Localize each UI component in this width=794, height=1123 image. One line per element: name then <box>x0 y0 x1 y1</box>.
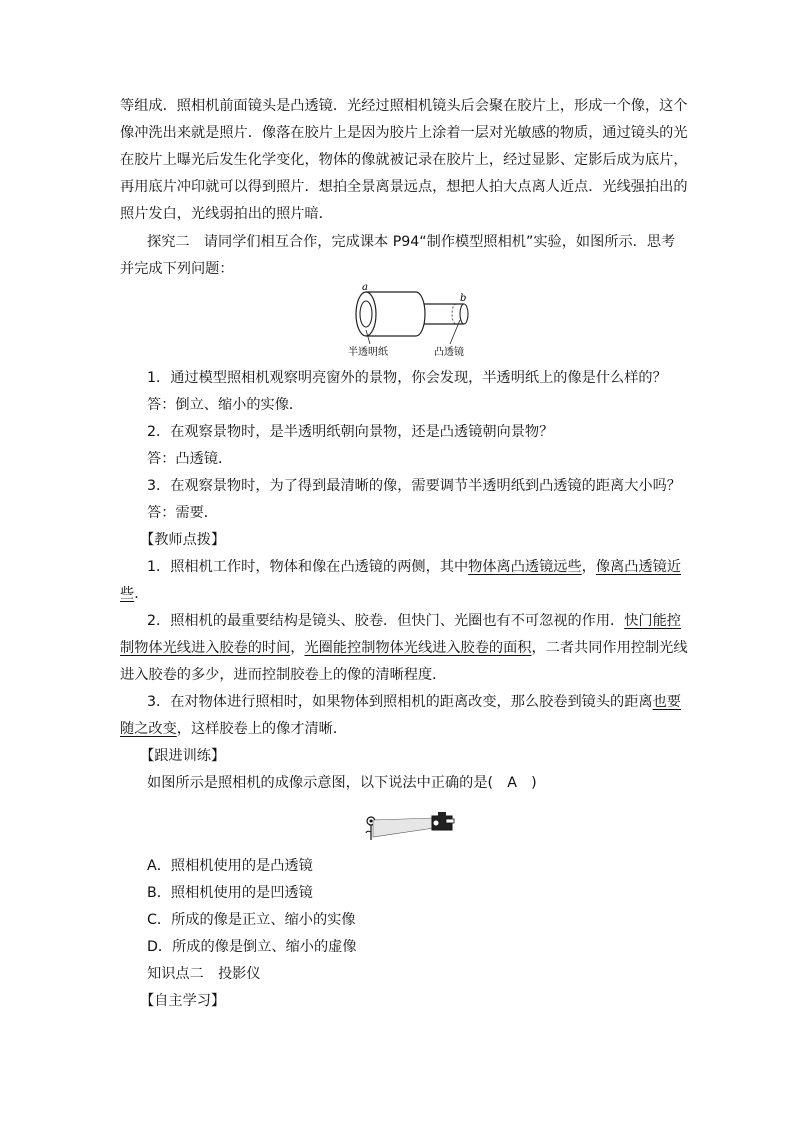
training-question: 如图所示是照相机的成像示意图，以下说法中正确的是( A ) <box>147 775 537 791</box>
question-2: 2．在观察景物时，是半透明纸朝向景物，还是凸透镜朝向景物？ <box>147 424 554 440</box>
label-a: a <box>362 282 368 293</box>
intro-line: 在胶片上曝光后发生化学变化，物体的像就被记录在胶片上，经过显影、定影后成为底片， <box>120 152 688 168</box>
label-translucent-paper: 半透明纸 <box>348 347 388 358</box>
section-title: 知识点二 投影仪 <box>147 966 261 982</box>
answer-3: 答：需要． <box>147 505 218 521</box>
camera-imaging-figure <box>362 810 462 846</box>
teacher-point-2: 2．照相机的最重要结构是镜头、胶卷．但快门、光圈也有不可忽视的作用．快门能控 <box>147 613 681 629</box>
question-3: 3．在观察景物时，为了得到最清晰的像，需要调节半透明纸到凸透镜的距离大小吗？ <box>147 478 681 494</box>
model-camera-figure <box>340 282 480 358</box>
teacher-point-2-end: 进入胶卷的多少，进而控制胶卷上的像的清晰程度． <box>120 667 447 683</box>
teacher-point-2-cont: 制物体光线进入胶卷的时间，光圈能控制物体光线进入胶卷的面积，二者共同作用控制光线 <box>120 640 688 656</box>
teacher-point-3: 3．在对物体进行照相时，如果物体到照相机的距离改变，那么胶卷到镜头的距离也要 <box>147 694 681 710</box>
answer-1: 答：倒立、缩小的实像． <box>147 397 304 413</box>
training-heading: 【跟进训练】 <box>140 748 226 764</box>
intro-line: 照片发白，光线弱拍出的照片暗． <box>120 206 333 222</box>
option-a: A．照相机使用的是凸透镜 <box>147 858 313 874</box>
teacher-heading: 【教师点拨】 <box>140 532 226 548</box>
answer-2: 答：凸透镜． <box>147 451 233 467</box>
label-convex-lens: 凸透镜 <box>434 347 464 358</box>
teacher-point-3-cont: 随之改变，这样胶卷上的像才清晰． <box>120 721 348 737</box>
intro-line: 等组成．照相机前面镜头是凸透镜．光经过照相机镜头后会聚在胶片上，形成一个像，这个 <box>120 98 688 114</box>
teacher-point-1: 1．照相机工作时，物体和像在凸透镜的两侧，其中物体离凸透镜远些，像离凸透镜近 <box>147 559 682 575</box>
intro-line: 像冲洗出来就是照片．像落在胶片上是因为胶片上涂着一层对光敏感的物质，通过镜头的光 <box>120 125 688 141</box>
explore-line: 探究二 请同学们相互合作，完成课本 P94“制作模型照相机”实验，如图所示．思考 <box>147 234 676 250</box>
explore-line: 并完成下列问题： <box>120 261 234 277</box>
option-d: D．所成的像是倒立、缩小的虚像 <box>147 939 357 955</box>
intro-line: 再用底片冲印就可以得到照片．想拍全景离景远点，想把人拍大点离人近点．光线强拍出的 <box>120 179 688 195</box>
option-c: C．所成的像是正立、缩小的实像 <box>147 912 356 928</box>
option-b: B．照相机使用的是凹透镜 <box>147 885 313 901</box>
question-1: 1．通过模型照相机观察明亮窗外的景物，你会发现，半透明纸上的像是什么样的？ <box>147 370 667 386</box>
teacher-point-1-cont: 些． <box>120 586 149 602</box>
self-study-heading: 【自主学习】 <box>140 993 226 1009</box>
label-b: b <box>460 293 467 304</box>
